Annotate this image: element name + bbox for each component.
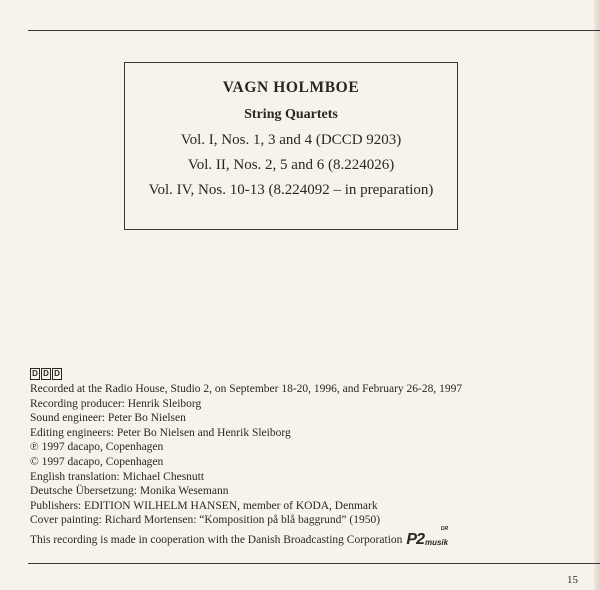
work-title: String Quartets	[244, 107, 338, 122]
title-box	[124, 62, 458, 230]
credit-line: Deutsche Übersetzung: Monika Wesemann	[30, 485, 229, 498]
credit-line: Sound engineer: Peter Bo Nielsen	[30, 412, 186, 425]
composer-name: VAGN HOLMBOE	[222, 79, 360, 96]
cooperation-line	[30, 526, 449, 548]
credit-line: © 1997 dacapo, Copenhagen	[30, 455, 164, 468]
ddd-letter: D	[41, 368, 51, 380]
bottom-rule	[28, 563, 600, 564]
credit-line: ℗ 1997 dacapo, Copenhagen	[30, 441, 164, 454]
page-edge	[594, 0, 600, 590]
volume-line: Vol. I, Nos. 1, 3 and 4 (DCCD 9203)	[180, 132, 402, 148]
volume-line: Vol. II, Nos. 2, 5 and 6 (8.224026)	[187, 157, 395, 173]
ddd-badge	[30, 368, 62, 380]
credit-line: Cover painting: Richard Mortensen: “Komposition på blå baggrund” (1950)	[30, 514, 381, 527]
ddd-letter: D	[30, 368, 40, 380]
top-rule	[28, 30, 600, 31]
credit-line: Publishers: EDITION WILHELM HANSEN, member of KODA, Denmark	[30, 499, 378, 512]
volume-line: Vol. IV, Nos. 10-13 (8.224092 – in preparation)	[148, 182, 434, 198]
credit-line: Recorded at the Radio House, Studio 2, on September 18-20, 1996, and February 26-28, 1997	[30, 383, 463, 395]
cooperation-text: This recording is made in cooperation with the Danish Broadcasting Corporation	[30, 534, 403, 546]
credits-block	[30, 366, 550, 528]
ddd-letter: D	[52, 368, 62, 380]
p2-musik-logo: DR P2 musik	[406, 526, 449, 548]
credit-line: Recording producer: Henrik Sleiborg	[30, 397, 202, 410]
page-number: 15	[567, 574, 578, 586]
credit-line: Editing engineers: Peter Bo Nielsen and Henrik Sleiborg	[30, 426, 291, 439]
credit-line: English translation: Michael Chesnutt	[30, 470, 205, 483]
